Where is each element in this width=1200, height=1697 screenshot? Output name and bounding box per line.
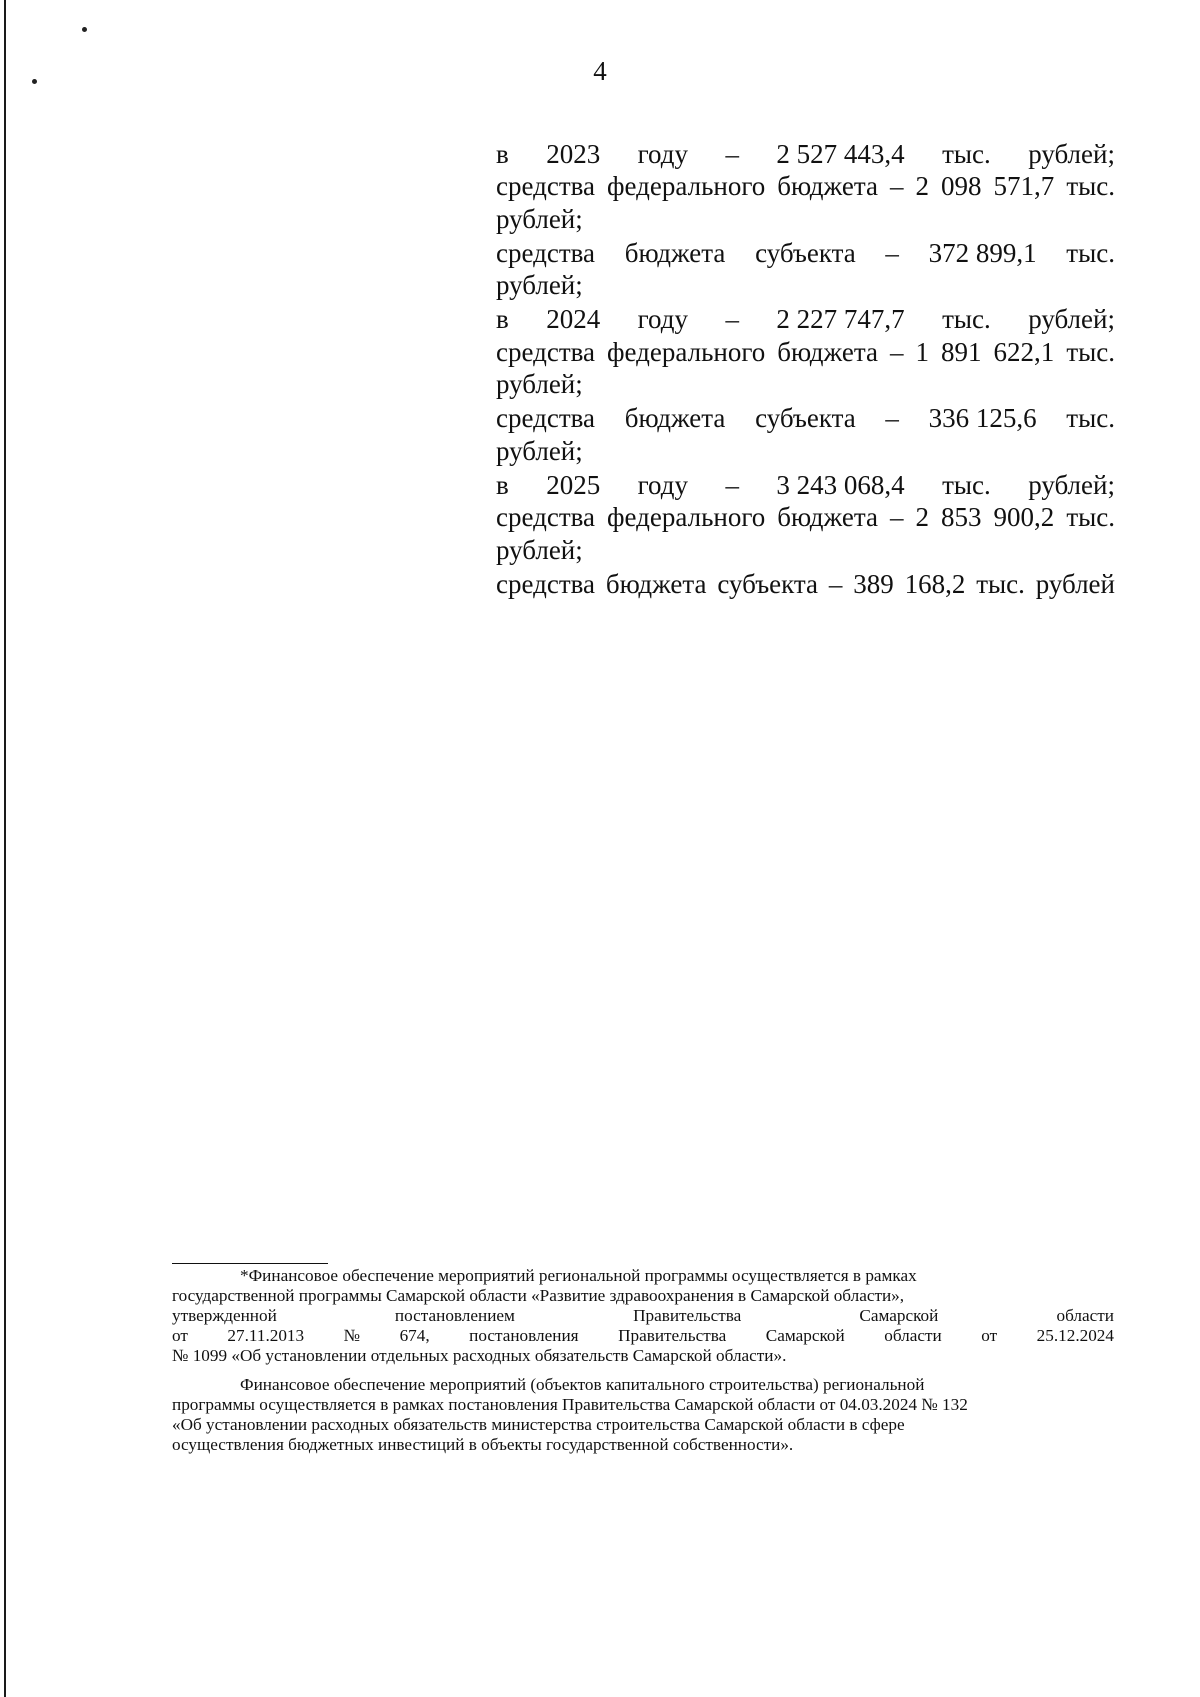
text-word: Самарской bbox=[859, 1306, 939, 1325]
text-word: тыс. bbox=[1066, 403, 1115, 434]
subject-line-2023 bbox=[496, 237, 1115, 269]
federal-line-2025: средства федерального бюджета – 2 853 900,2 тыс. bbox=[496, 502, 1115, 533]
amount-subject: 336 125,6 bbox=[928, 403, 1037, 434]
amount-total: 2 227 747,7 bbox=[776, 304, 905, 335]
text-word: рублей; bbox=[1028, 139, 1115, 169]
amount-subject: 372 899,1 bbox=[928, 237, 1037, 268]
federal-tail-2025: рублей; bbox=[496, 534, 583, 565]
footnote-1-line-2: государственной программы Самарской области «Развитие здравоохранения в Самарской области», bbox=[172, 1286, 905, 1305]
text-word: тыс. bbox=[942, 469, 991, 500]
amount-total: 3 243 068,4 bbox=[776, 469, 905, 500]
text-word: году bbox=[637, 304, 688, 335]
text-word: № bbox=[343, 1326, 361, 1345]
year-value: 2025 bbox=[546, 469, 601, 500]
subject-line-2025: средства бюджета субъекта – 389 168,2 тыс. рублей bbox=[496, 568, 1115, 599]
federal-tail-2024: рублей; bbox=[496, 369, 583, 400]
footnote-1-line-4 bbox=[172, 1326, 1114, 1346]
text-word: 25.12.2024 bbox=[1036, 1326, 1114, 1345]
year-line-2023 bbox=[496, 138, 1115, 170]
subject-tail-2023: рублей; bbox=[496, 270, 583, 301]
text-word: средства bbox=[496, 403, 596, 434]
footnote-2-line-3: «Об установлении расходных обязательств министерства строительства Самарской области в сфере bbox=[172, 1415, 905, 1434]
text-word: области bbox=[1056, 1306, 1114, 1325]
text-word: году bbox=[637, 139, 688, 169]
text-word: рублей; bbox=[1028, 304, 1115, 335]
text-word: году bbox=[637, 469, 688, 500]
year-value: 2023 bbox=[546, 139, 601, 169]
footnote-2-line-2: программы осуществляется в рамках постановления Правительства Самарской области от 04.03.2024 № 132 bbox=[172, 1395, 968, 1414]
text-word: от bbox=[981, 1326, 998, 1345]
text-word: в bbox=[496, 139, 509, 169]
text-word: Правительства bbox=[633, 1306, 742, 1325]
text-word: постановлением bbox=[394, 1306, 515, 1325]
scan-left-edge bbox=[4, 0, 6, 1697]
text-word: от bbox=[172, 1326, 188, 1345]
text-word: в bbox=[496, 304, 509, 335]
text-word: области bbox=[884, 1326, 942, 1345]
scan-speck bbox=[82, 27, 87, 32]
text-word: в bbox=[496, 469, 509, 500]
federal-line-2023: средства федерального бюджета – 2 098 571,7 тыс. bbox=[496, 171, 1115, 202]
federal-tail-2023: рублей; bbox=[496, 203, 583, 234]
amount-total: 2 527 443,4 bbox=[776, 139, 905, 169]
footnote-1-line-5: № 1099 «Об установлении отдельных расходных обязательств Самарской области». bbox=[172, 1346, 787, 1365]
subject-line-2024 bbox=[496, 402, 1115, 434]
text-word: тыс. bbox=[942, 304, 991, 335]
text-word: 674, bbox=[399, 1326, 430, 1345]
text-word: субъекта bbox=[755, 237, 856, 268]
footnote-2-line-4: осуществления бюджетных инвестиций в объекты государственной собственности». bbox=[172, 1435, 794, 1454]
footnotes bbox=[172, 1266, 1114, 1455]
year-line-2024 bbox=[496, 303, 1115, 335]
federal-line-2024: средства федерального бюджета – 1 891 622,1 тыс. bbox=[496, 336, 1115, 367]
text-dash: – bbox=[725, 469, 739, 500]
footnote-1-line-1: *Финансовое обеспечение мероприятий региональной программы осуществляется в рамках bbox=[240, 1266, 917, 1285]
text-dash: – bbox=[725, 139, 739, 169]
year-line-2025 bbox=[496, 469, 1115, 501]
subject-tail-2024: рублей; bbox=[496, 435, 583, 466]
text-dash: – bbox=[725, 304, 739, 335]
footnote-2-line-1: Финансовое обеспечение мероприятий (объектов капитального строительства) региональной bbox=[240, 1375, 925, 1394]
text-word: 27.11.2013 bbox=[227, 1326, 305, 1345]
text-word: тыс. bbox=[942, 139, 991, 169]
text-dash: – bbox=[885, 403, 899, 434]
text-word: утвержденной bbox=[172, 1306, 277, 1325]
footnote-separator bbox=[172, 1263, 328, 1264]
text-word: рублей; bbox=[1028, 469, 1115, 500]
year-value: 2024 bbox=[546, 304, 601, 335]
text-word: постановления bbox=[469, 1326, 579, 1345]
text-word: бюджета bbox=[624, 403, 726, 434]
text-word: Правительства bbox=[618, 1326, 727, 1345]
text-word: бюджета bbox=[624, 237, 726, 268]
page-number: 4 bbox=[593, 56, 607, 86]
funding-text bbox=[496, 138, 1115, 600]
text-word: Самарской bbox=[765, 1326, 845, 1345]
text-dash: – bbox=[885, 237, 899, 268]
footnote-1-line-3 bbox=[172, 1306, 1114, 1326]
text-word: тыс. bbox=[1066, 237, 1115, 268]
text-word: субъекта bbox=[755, 403, 856, 434]
text-word: средства bbox=[496, 237, 596, 268]
